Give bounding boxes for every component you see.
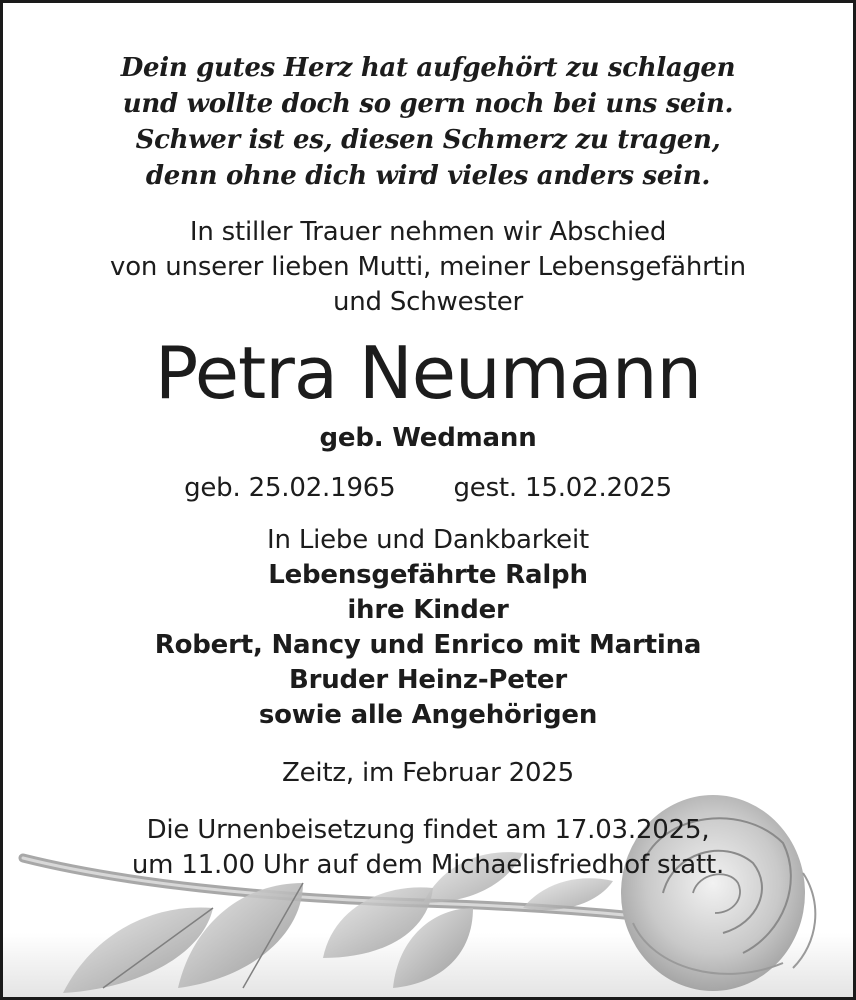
intro-line: von unserer lieben Mutti, meiner Lebensgefährtin	[110, 252, 746, 282]
poem-line: und wollte doch so gern noch bei uns sein.	[122, 89, 734, 119]
poem-line: Schwer ist es, diesen Schmerz zu tragen,	[135, 125, 721, 155]
mourner-line: ihre Kinder	[347, 595, 509, 625]
deceased-name: Petra Neumann	[154, 331, 702, 415]
mourner-line: Lebensgefährte Ralph	[268, 560, 588, 590]
poem-line: Dein gutes Herz hat aufgehört zu schlagen	[120, 53, 736, 83]
intro-line: und Schwester	[332, 287, 524, 317]
intro-line: In stiller Trauer nehmen wir Abschied	[189, 217, 667, 247]
mourner-line: Robert, Nancy und Enrico mit Martina	[154, 630, 702, 660]
death-date: gest. 15.02.2025	[453, 473, 672, 503]
maiden-name: geb. Wedmann	[319, 423, 537, 453]
closing-intro: In Liebe und Dankbarkeit	[267, 525, 589, 555]
burial-line: Die Urnenbeisetzung findet am 17.03.2025,	[146, 815, 710, 845]
birth-date: geb. 25.02.1965	[184, 473, 396, 503]
burial-line: um 11.00 Uhr auf dem Michaelisfriedhof statt.	[131, 850, 725, 880]
mourner-line: Bruder Heinz-Peter	[289, 665, 567, 695]
mourner-line: sowie alle Angehörigen	[258, 700, 598, 730]
life-dates	[3, 473, 853, 503]
poem-line: denn ohne dich wird vieles anders sein.	[145, 161, 711, 191]
place-date: Zeitz, im Februar 2025	[281, 758, 575, 788]
